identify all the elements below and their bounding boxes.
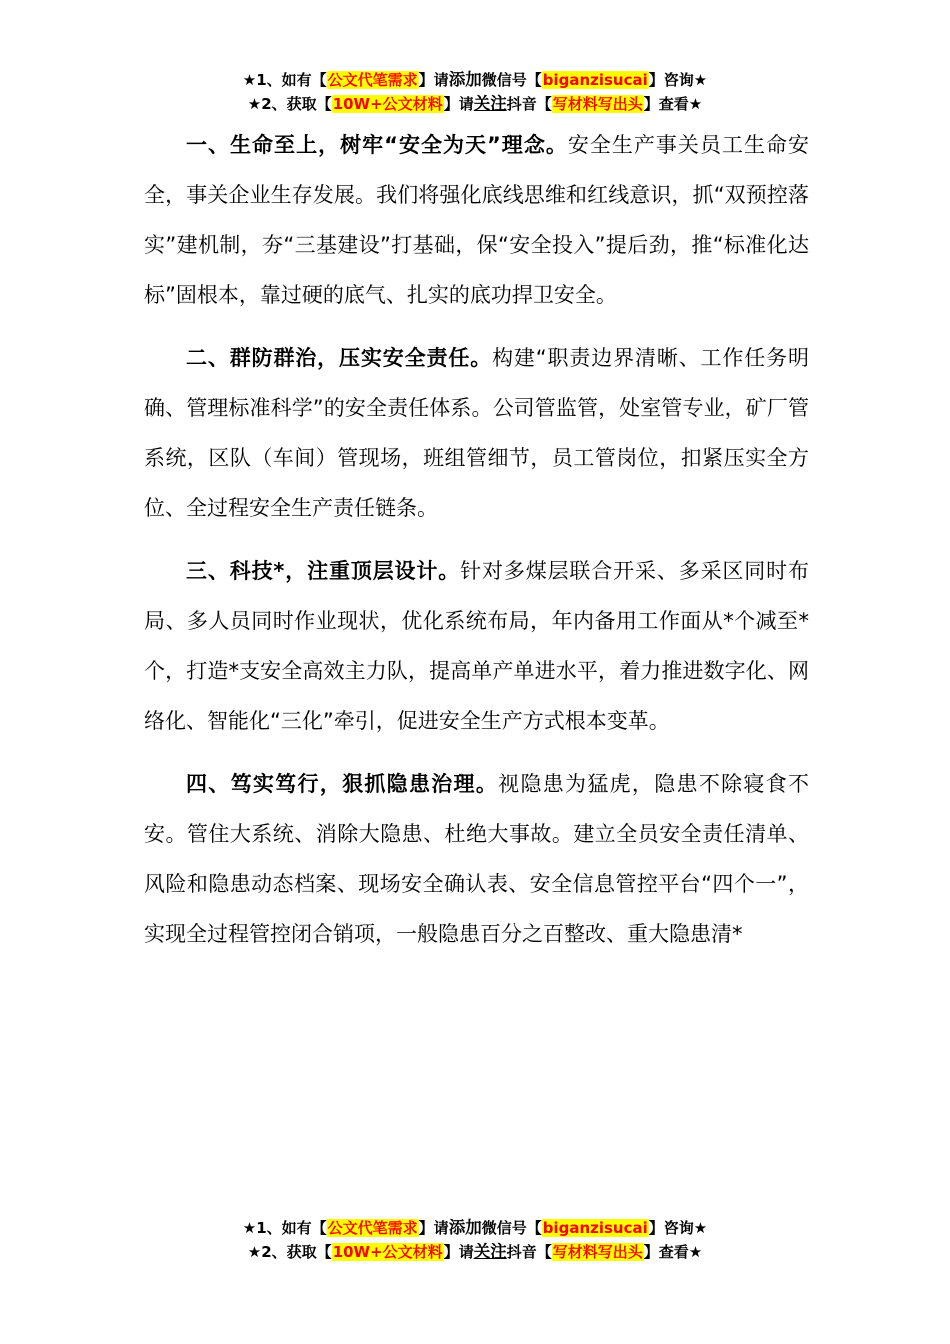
paragraph-heading: 四、笃实笃行，狠抓隐患治理。: [186, 772, 499, 796]
banner-text: 】请: [443, 95, 474, 113]
highlight-materials: 10W+公文材料: [332, 95, 443, 113]
paragraph-2: [144, 333, 809, 533]
highlight-douyin-account: 写材料写出头: [552, 95, 643, 113]
banner-text: 】咨询★: [648, 1219, 708, 1237]
banner-text: 】请: [418, 1219, 449, 1237]
banner-text: 抖音【: [506, 1243, 552, 1261]
paragraph-text: 视隐患为猛虎，隐患不除寝食不安。管住大系统、消除大隐患、杜绝大事故。建立全员安全责任清单、风险和隐患动态档案、现场安全确认表、安全信息管控平台“四个一”，实现全过程管控闭合销项，一般隐患百分之百整改、重大隐患清*: [144, 772, 810, 946]
banner-text: 】请: [418, 71, 449, 89]
highlight-wechat-id: biganzisucai: [542, 71, 648, 89]
paragraph-heading: 三、科技*，注重顶层设计。: [186, 559, 461, 583]
banner-emphasis: 添加: [448, 1218, 482, 1237]
highlight-materials: 10W+公文材料: [332, 1243, 443, 1261]
highlight-service: 公文代笔需求: [327, 1219, 418, 1237]
banner-text: 微信号【: [481, 1219, 542, 1237]
banner-text: ★2、获取【: [247, 95, 332, 113]
banner-text: ★2、获取【: [247, 1243, 332, 1261]
banner-text: 抖音【: [506, 95, 552, 113]
paragraph-text: 针对多煤层联合开采、多采区同时布局、多人员同时作业现状，优化系统布局，年内备用工作面从*个减至*个，打造*支安全高效主力队，提高单产单进水平，着力推进数字化、网络化、智能化“三化”牵引，促进安全生产方式根本变革。: [144, 559, 810, 733]
highlight-douyin-account: 写材料写出头: [552, 1243, 643, 1261]
banner-text: 】请: [443, 1243, 474, 1261]
banner-text: 】查看★: [643, 95, 703, 113]
banner-line-2: [0, 1240, 950, 1264]
banner-emphasis: 关注: [473, 94, 507, 113]
banner-line-1: [0, 68, 950, 92]
banner-emphasis: 添加: [448, 70, 482, 89]
highlight-wechat-id: biganzisucai: [542, 1219, 648, 1237]
banner-text: ★1、如有【: [242, 1219, 327, 1237]
document-body: [144, 120, 809, 972]
banner-text: ★1、如有【: [242, 71, 327, 89]
banner-text: 】咨询★: [648, 71, 708, 89]
highlight-service: 公文代笔需求: [327, 71, 418, 89]
paragraph-text: 构建“职责边界清晰、工作任务明确、管理标准科学”的安全责任体系。公司管监管，处室管专业，矿厂管系统，区队（车间）管现场，班组管细节，员工管岗位，扣紧压实全方位、全过程安全生产责任链条。: [144, 346, 809, 520]
paragraph-4: [144, 759, 809, 959]
paragraph-text: 安全生产事关员工生命安全，事关企业生存发展。我们将强化底线思维和红线意识，抓“双预控落实”建机制，夯“三基建设”打基础，保“安全投入”提后劲，推“标准化达标”固根本，靠过硬的底气、扎实的底功捍卫安全。: [144, 133, 809, 307]
banner-text: 微信号【: [481, 71, 542, 89]
paragraph-heading: 二、群防群治，压实安全责任。: [186, 346, 493, 370]
banner-emphasis: 关注: [473, 1242, 507, 1261]
banner-line-2: [0, 92, 950, 116]
bottom-banner: [0, 1216, 950, 1264]
paragraph-3: [144, 546, 809, 746]
paragraph-heading: 一、生命至上，树牢“安全为天”理念。: [186, 133, 568, 157]
top-banner: [0, 68, 950, 116]
banner-text: 】查看★: [643, 1243, 703, 1261]
paragraph-1: [144, 120, 809, 320]
banner-line-1: [0, 1216, 950, 1240]
